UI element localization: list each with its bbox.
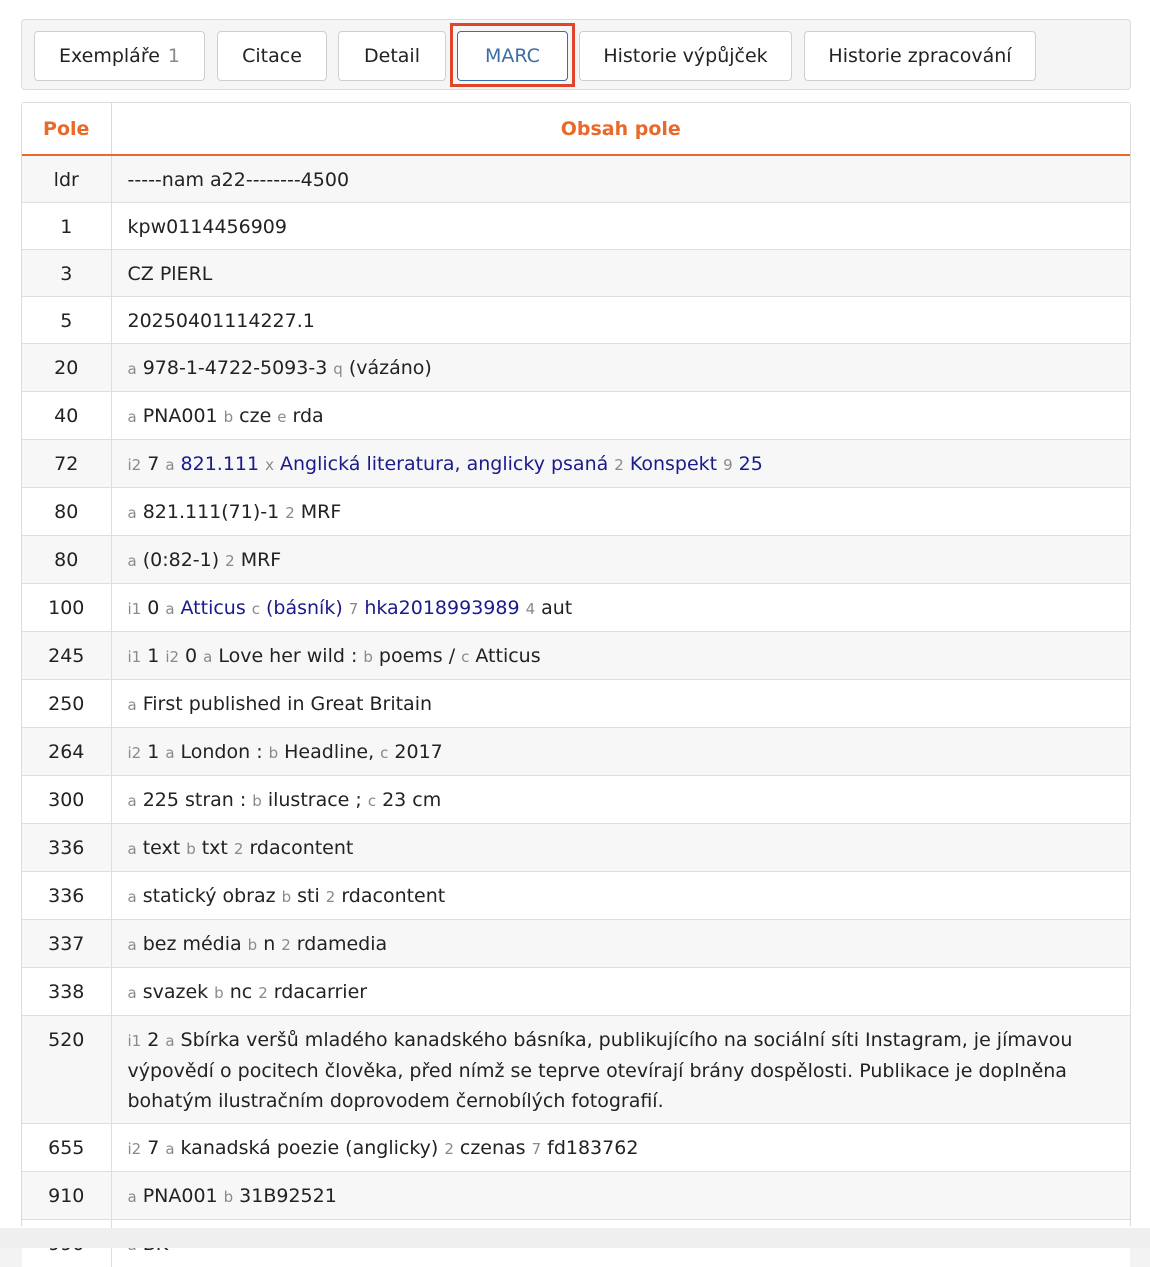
subfield-code: c (368, 792, 376, 810)
subfield-value: PNA001 (143, 1185, 218, 1207)
field-tag: 520 (22, 1016, 111, 1124)
subfield-value: kanadská poezie (anglicky) (181, 1137, 439, 1159)
subfield-link[interactable]: Konspekt (630, 453, 717, 475)
subfield-value: Sbírka veršů mladého kanadského básníka, publikujícího na sociální síti Instagram, je jímavou výpovědí o pocitech člověka, před nímž se teprve otevírají brány dospělosti. Publikace je doplněna bohatým ilustračním doprovodem černobílých fotografií. (128, 1029, 1073, 1112)
subfield-code: e (277, 408, 286, 426)
subfield-code: 2 (614, 456, 624, 474)
table-row (22, 968, 1130, 1016)
tab-marc[interactable] (457, 31, 568, 81)
field-tag: 1 (22, 203, 111, 250)
field-content (111, 584, 1130, 632)
field-tag: 3 (22, 250, 111, 297)
subfield-code: i2 (128, 1140, 142, 1158)
subfield-value: PNA001 (143, 405, 218, 427)
subfield-link[interactable]: Anglická literatura, anglicky psaná (280, 453, 608, 475)
subfield-value: svazek (143, 981, 208, 1003)
subfield-code: i1 (128, 1032, 142, 1050)
tab-bar (21, 19, 1131, 90)
subfield-value: London : (181, 741, 263, 763)
marc-table-container (21, 102, 1131, 1228)
column-header-content: Obsah pole (111, 103, 1130, 155)
column-header-field: Pole (22, 103, 111, 155)
subfield-value: Headline, (284, 741, 374, 763)
field-tag: 80 (22, 536, 111, 584)
subfield-value: Love her wild : (218, 645, 357, 667)
table-row (22, 824, 1130, 872)
tab-exemplare[interactable] (34, 31, 205, 81)
subfield-value: 1 (147, 741, 159, 763)
field-content (111, 203, 1130, 250)
subfield-value: rdacontent (249, 837, 353, 859)
tab-detail[interactable] (338, 31, 446, 81)
field-content (111, 392, 1130, 440)
subfield-code: a (128, 792, 137, 810)
subfield-code: b (282, 888, 292, 906)
subfield-value: 821.111(71)-1 (143, 501, 280, 523)
subfield-link[interactable]: Atticus (181, 597, 246, 619)
subfield-code: a (128, 360, 137, 378)
subfield-value: 7 (147, 453, 159, 475)
field-tag: 72 (22, 440, 111, 488)
subfield-code: 2 (234, 840, 244, 858)
field-tag: 910 (22, 1172, 111, 1220)
subfield-code: a (165, 744, 174, 762)
subfield-code: b (224, 408, 234, 426)
table-header-row (22, 103, 1130, 155)
subfield-value: n (263, 933, 275, 955)
field-content (111, 632, 1130, 680)
subfield-value: 20250401114227.1 (128, 310, 315, 332)
subfield-code: i2 (165, 648, 179, 666)
subfield-code: a (165, 1032, 174, 1050)
table-row (22, 872, 1130, 920)
subfield-code: c (461, 648, 469, 666)
field-tag: 250 (22, 680, 111, 728)
subfield-code: a (165, 1140, 174, 1158)
subfield-value: bez média (143, 933, 242, 955)
subfield-link[interactable]: 821.111 (181, 453, 260, 475)
table-row (22, 155, 1130, 203)
field-tag: 336 (22, 872, 111, 920)
table-row (22, 344, 1130, 392)
subfield-code: 2 (225, 552, 235, 570)
subfield-value: poems / (379, 645, 455, 667)
field-content (111, 920, 1130, 968)
field-content (111, 536, 1130, 584)
tab-label: Exempláře (59, 45, 160, 67)
subfield-code: i1 (128, 600, 142, 618)
table-row (22, 632, 1130, 680)
subfield-value: Atticus (475, 645, 540, 667)
subfield-value: 2 (147, 1029, 159, 1051)
field-content (111, 968, 1130, 1016)
subfield-code: i1 (128, 648, 142, 666)
field-tag: 40 (22, 392, 111, 440)
tab-citace[interactable] (217, 31, 327, 81)
subfield-code: i2 (128, 744, 142, 762)
subfield-value: 2017 (394, 741, 442, 763)
subfield-value: aut (541, 597, 572, 619)
tab-label: Citace (242, 45, 302, 67)
marc-table (22, 103, 1130, 1267)
tab-historie-zpracovani[interactable] (804, 31, 1036, 81)
subfield-value: 31B92521 (239, 1185, 337, 1207)
tab-label: Detail (364, 45, 420, 67)
subfield-code: c (380, 744, 388, 762)
field-tag: 336 (22, 824, 111, 872)
subfield-code: a (165, 600, 174, 618)
subfield-link[interactable]: hka2018993989 (364, 597, 519, 619)
subfield-value: text (143, 837, 181, 859)
field-content (111, 1172, 1130, 1220)
field-content (111, 297, 1130, 344)
subfield-value: rda (293, 405, 324, 427)
table-row (22, 776, 1130, 824)
table-row (22, 1172, 1130, 1220)
subfield-value: 225 stran : (143, 789, 247, 811)
page-footer-strip (0, 1228, 1150, 1248)
field-tag: 5 (22, 297, 111, 344)
subfield-value: czenas (460, 1137, 526, 1159)
subfield-code: a (128, 840, 137, 858)
subfield-value: rdacontent (341, 885, 445, 907)
subfield-code: x (265, 456, 274, 474)
table-row (22, 392, 1130, 440)
subfield-code: a (128, 408, 137, 426)
subfield-value: ilustrace ; (268, 789, 362, 811)
field-tag: 80 (22, 488, 111, 536)
tab-count-badge: 1 (168, 45, 180, 67)
field-content (111, 776, 1130, 824)
field-content (111, 250, 1130, 297)
subfield-value: (vázáno) (349, 357, 432, 379)
field-tag: ldr (22, 155, 111, 203)
subfield-value: sti (297, 885, 320, 907)
subfield-code: a (128, 552, 137, 570)
table-body (22, 155, 1130, 1267)
subfield-code: 9 (723, 456, 733, 474)
subfield-code: q (333, 360, 343, 378)
field-content (111, 680, 1130, 728)
field-content (111, 728, 1130, 776)
field-content (111, 344, 1130, 392)
subfield-code: b (186, 840, 196, 858)
subfield-code: b (252, 792, 262, 810)
subfield-code: a (128, 984, 137, 1002)
field-tag: 300 (22, 776, 111, 824)
subfield-code: 7 (349, 600, 359, 618)
subfield-value: nc (230, 981, 253, 1003)
subfield-value: rdamedia (297, 933, 387, 955)
subfield-code: 4 (526, 600, 536, 618)
table-row (22, 728, 1130, 776)
subfield-value: 978-1-4722-5093-3 (143, 357, 328, 379)
field-tag: 245 (22, 632, 111, 680)
subfield-code: a (165, 456, 174, 474)
subfield-value: (0:82-1) (143, 549, 219, 571)
subfield-code: a (128, 936, 137, 954)
subfield-code: b (248, 936, 258, 954)
field-content (111, 824, 1130, 872)
subfield-code: 2 (285, 504, 295, 522)
subfield-value: -----nam a22--------4500 (128, 169, 350, 191)
subfield-value: MRF (241, 549, 282, 571)
table-row (22, 1016, 1130, 1124)
field-tag: 20 (22, 344, 111, 392)
subfield-value: kpw0114456909 (128, 216, 288, 238)
subfield-code: c (252, 600, 260, 618)
subfield-value: rdacarrier (274, 981, 367, 1003)
subfield-code: a (128, 696, 137, 714)
subfield-link[interactable]: 25 (739, 453, 763, 475)
subfield-value: 0 (147, 597, 159, 619)
table-row (22, 920, 1130, 968)
tab-label: MARC (485, 45, 540, 67)
subfield-code: 2 (326, 888, 336, 906)
subfield-code: a (128, 888, 137, 906)
subfield-value: statický obraz (143, 885, 276, 907)
table-row (22, 488, 1130, 536)
field-content (111, 1124, 1130, 1172)
table-row (22, 440, 1130, 488)
subfield-code: 7 (532, 1140, 542, 1158)
table-row (22, 584, 1130, 632)
subfield-value: fd183762 (547, 1137, 638, 1159)
table-row (22, 1124, 1130, 1172)
subfield-code: i2 (128, 456, 142, 474)
subfield-value: 1 (147, 645, 159, 667)
table-row (22, 680, 1130, 728)
subfield-value: First published in Great Britain (143, 693, 432, 715)
field-tag: 655 (22, 1124, 111, 1172)
subfield-value: CZ PlERL (128, 263, 213, 285)
field-tag: 264 (22, 728, 111, 776)
field-content (111, 488, 1130, 536)
subfield-value: txt (202, 837, 228, 859)
tab-historie-vypujcek[interactable] (579, 31, 792, 81)
field-tag: 338 (22, 968, 111, 1016)
field-content (111, 440, 1130, 488)
subfield-value: 23 cm (382, 789, 441, 811)
subfield-value: cze (239, 405, 271, 427)
subfield-code: b (214, 984, 224, 1002)
table-row (22, 250, 1130, 297)
subfield-code: 2 (258, 984, 268, 1002)
subfield-code: b (363, 648, 373, 666)
tab-label: Historie výpůjček (603, 45, 767, 67)
subfield-link[interactable]: (básník) (266, 597, 343, 619)
field-tag: 337 (22, 920, 111, 968)
subfield-value: 7 (147, 1137, 159, 1159)
field-content (111, 155, 1130, 203)
subfield-code: b (269, 744, 279, 762)
subfield-code: b (224, 1188, 234, 1206)
field-tag: 100 (22, 584, 111, 632)
subfield-code: a (203, 648, 212, 666)
subfield-code: a (128, 1188, 137, 1206)
subfield-code: 2 (444, 1140, 454, 1158)
subfield-code: 2 (281, 936, 291, 954)
field-content (111, 872, 1130, 920)
subfield-code: a (128, 504, 137, 522)
table-row (22, 203, 1130, 250)
tab-label: Historie zpracování (828, 45, 1011, 67)
subfield-value: 0 (185, 645, 197, 667)
subfield-value: MRF (301, 501, 342, 523)
table-row (22, 536, 1130, 584)
field-content (111, 1016, 1130, 1124)
table-row (22, 297, 1130, 344)
